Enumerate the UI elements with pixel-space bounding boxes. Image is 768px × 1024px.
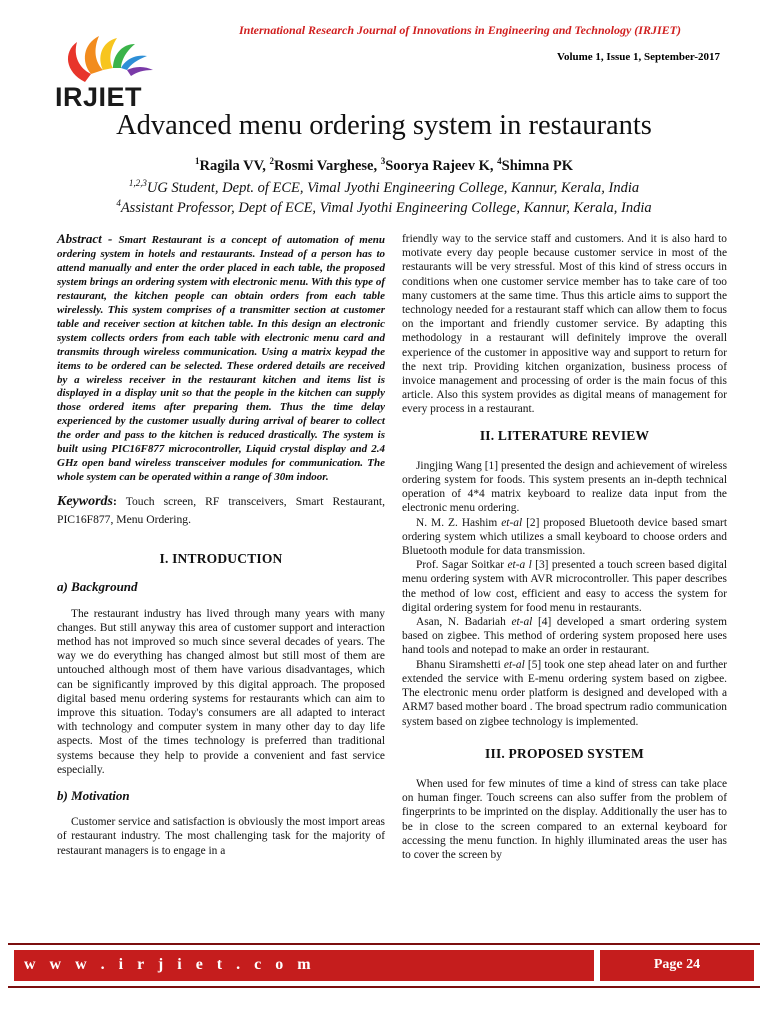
right-column xyxy=(402,232,727,862)
affiliation-index: 4 xyxy=(116,198,121,208)
literature-paragraph xyxy=(402,615,727,658)
author-name: Ragila VV, xyxy=(199,157,270,174)
literature-paragraph xyxy=(402,658,727,729)
literature-paragraph xyxy=(402,516,727,559)
author-index: 1 xyxy=(195,156,200,166)
literature-text: [5] took one step ahead later on and further extended the service with E-menu ordering system based on zigbee. The electronic menu order platform is designed and developed with a ARM7 based mother board . The broad spectrum radio communication system based on zigbee technology is implemented. xyxy=(402,658,727,728)
affiliation-professor xyxy=(0,198,768,217)
keywords xyxy=(57,493,385,528)
affiliation-text: UG Student, Dept. of ECE, Vimal Jyothi Engineering College, Kannur, Kerala, India xyxy=(146,179,640,196)
section-heading-introduction: I. INTRODUCTION xyxy=(159,551,283,567)
affiliation-text: Assistant Professor, Dept of ECE, Vimal Jyothi Engineering College, Kannur, Kerala, India xyxy=(120,199,652,216)
abstract-text: Smart Restaurant is a concept of automation of menu ordering system in hotels and restaurants. Instead of a person has to attend manually and enter the order placed in each table, the proposed system brings an ordering system with electronic menu. With this type of restaurant, the kitchen people can obtain orders from each table wirelessly. This system comprises of a transmitter section at customer table and receiver section at kitchen table. In this design an electronic system collects orders from each table with electronic menu card and transmits through wireless communication. Using a matrix keypad the items to be ordered can be selected. These ordered details are received by a wireless receiver in the restaurant kitchen and items list is displayed in a display unit so that the people in the kitchen can supply those ordered items after preparing them. Thus the time delay experienced by the customer usually during arrival of bearer to collect the order and pass to the kitchen is reduced drastically. The system is built using PIC16F877 microcontroller, Liquid crystal display and 2.4 GHz open band wireless transceiver modules for communication. The whole system can be operated within a range of 30m indoor. xyxy=(57,234,385,484)
literature-text: N. M. Z. Hashim xyxy=(416,516,502,529)
footer-page-number: Page 24 xyxy=(600,950,754,981)
subsection-heading-motivation: b) Motivation xyxy=(57,788,130,803)
author-name: Shimna PK xyxy=(501,157,573,174)
literature-text: [4] developed a smart ordering system based on zigbee. This method of ordering system proposed here uses hand tools and notepad to make an order in restaurant. xyxy=(402,616,727,657)
author-name: Rosmi Varghese, xyxy=(273,157,381,174)
literature-etal: et-al xyxy=(503,658,525,671)
section-heading-literature-review: II. LITERATURE REVIEW xyxy=(479,427,650,443)
literature-text: [3] presented a touch screen based digital menu ordering system with AVR microcontroller. This paper describes the method of low cost, efficient and easy to access the system for digital ordering system for food menu in restaurants. xyxy=(402,559,727,614)
literature-etal: et-a l xyxy=(507,559,532,572)
left-column xyxy=(57,232,385,858)
paper-title: Advanced menu ordering system in restaurants xyxy=(116,110,652,141)
section-heading-proposed-system: III. PROPOSED SYSTEM xyxy=(485,745,644,761)
logo-swirl-icon xyxy=(55,30,175,90)
literature-text: Jingjing Wang [1] presented the design and achievement of wireless ordering system for foods. This system presents an in-depth technical operation of 4*4 matrix keyboard to realize data input from the electronic menu ordering. xyxy=(402,459,727,515)
author-name: Soorya Rajeev K, xyxy=(385,157,498,174)
affiliation-students xyxy=(0,178,768,197)
literature-text: Asan, N. Badariah xyxy=(416,616,512,629)
literature-etal: et-al xyxy=(501,516,523,529)
background-paragraph: The restaurant industry has lived through many years with many changes. But still anyway this area of customer support and interaction method has not improved so much since several decades of years. The way we do everything has changed almost but still most of them are untouched although most of them have various disadvantages, which can be significantly improved by this digital approach. The proposed digital based menu ordering systems for restaurants which can aim to improve this situation. Today's consumers are all adapted to interact with technology and computer system in many other day to day life aspects. Most of the times technology is preferred than traditional systems because they help to provide a convenient and fast service especially. xyxy=(57,607,385,776)
page-footer xyxy=(8,943,760,988)
volume-issue-date: Volume 1, Issue 1, September-2017 xyxy=(557,51,720,63)
literature-paragraph xyxy=(402,558,727,615)
abstract xyxy=(57,232,385,485)
affiliation-index: 1,2,3 xyxy=(128,178,147,188)
journal-logo xyxy=(55,30,175,112)
subsection-heading-background: a) Background xyxy=(57,579,138,595)
abstract-label: Abstract - xyxy=(57,231,119,246)
keywords-text: Touch screen, RF transceivers, Smart Restaurant, PIC16F877, Menu Ordering. xyxy=(57,495,385,526)
logo-text: IRJIET xyxy=(55,82,143,112)
literature-text: Bhanu Siramshetti xyxy=(416,658,504,671)
literature-text: [2] proposed Bluetooth device based smart ordering system which utilizes a small keyboard to choose orders and Bluetooth module for data transmission. xyxy=(402,516,727,558)
proposed-system-paragraph: When used for few minutes of time a kind of stress can take place on human finger. Touch screens can also suffer from the problem of fingerprints to be imprinted on the display. Additionally the user has to be in close to the screen compared to an external keyboard for accessing the menu function. In highly illuminated areas the user has to cover the screen by xyxy=(402,777,727,861)
literature-text: Prof. Sagar Soitkar xyxy=(416,559,508,572)
literature-paragraph xyxy=(402,459,727,516)
motivation-paragraph-continued: friendly way to the service staff and customers. And it is also hard to motivate every day people because customer service in most of the restaurants will be very stressful. Most of this kind of stress occurs in conditions when one customer service member has to take care of too many customers at the same time. Thus this article aims to support the technology needed for a restaurant staff which can allow them to focus on the important and friendly customer service. By adapting this methodology in a restaurant will definitely improve the overall experience of the customer in appositive way and support to return for the next trip. Providing kitchen organization, business process of invoice management and processing of order is the main focus of this article. Also this system provides as digital means of management for every process in a restaurant. xyxy=(402,233,727,416)
keywords-label: Keywords xyxy=(57,494,113,510)
literature-etal: et-al xyxy=(511,616,533,629)
keywords-colon: : xyxy=(113,495,117,509)
author-index: 4 xyxy=(497,156,502,166)
footer-website: w w w . i r j i e t . c o m xyxy=(14,950,594,981)
author-list xyxy=(0,156,768,175)
author-index: 3 xyxy=(380,156,386,166)
journal-title: International Research Journal of Innovations in Engineering and Technology (IRJIET) xyxy=(239,23,681,37)
motivation-paragraph: Customer service and satisfaction is obviously the most import areas of restaurant industry. The most challenging task for the majority of restaurant managers is to engage in a xyxy=(57,816,385,857)
author-index: 2 xyxy=(269,156,274,166)
